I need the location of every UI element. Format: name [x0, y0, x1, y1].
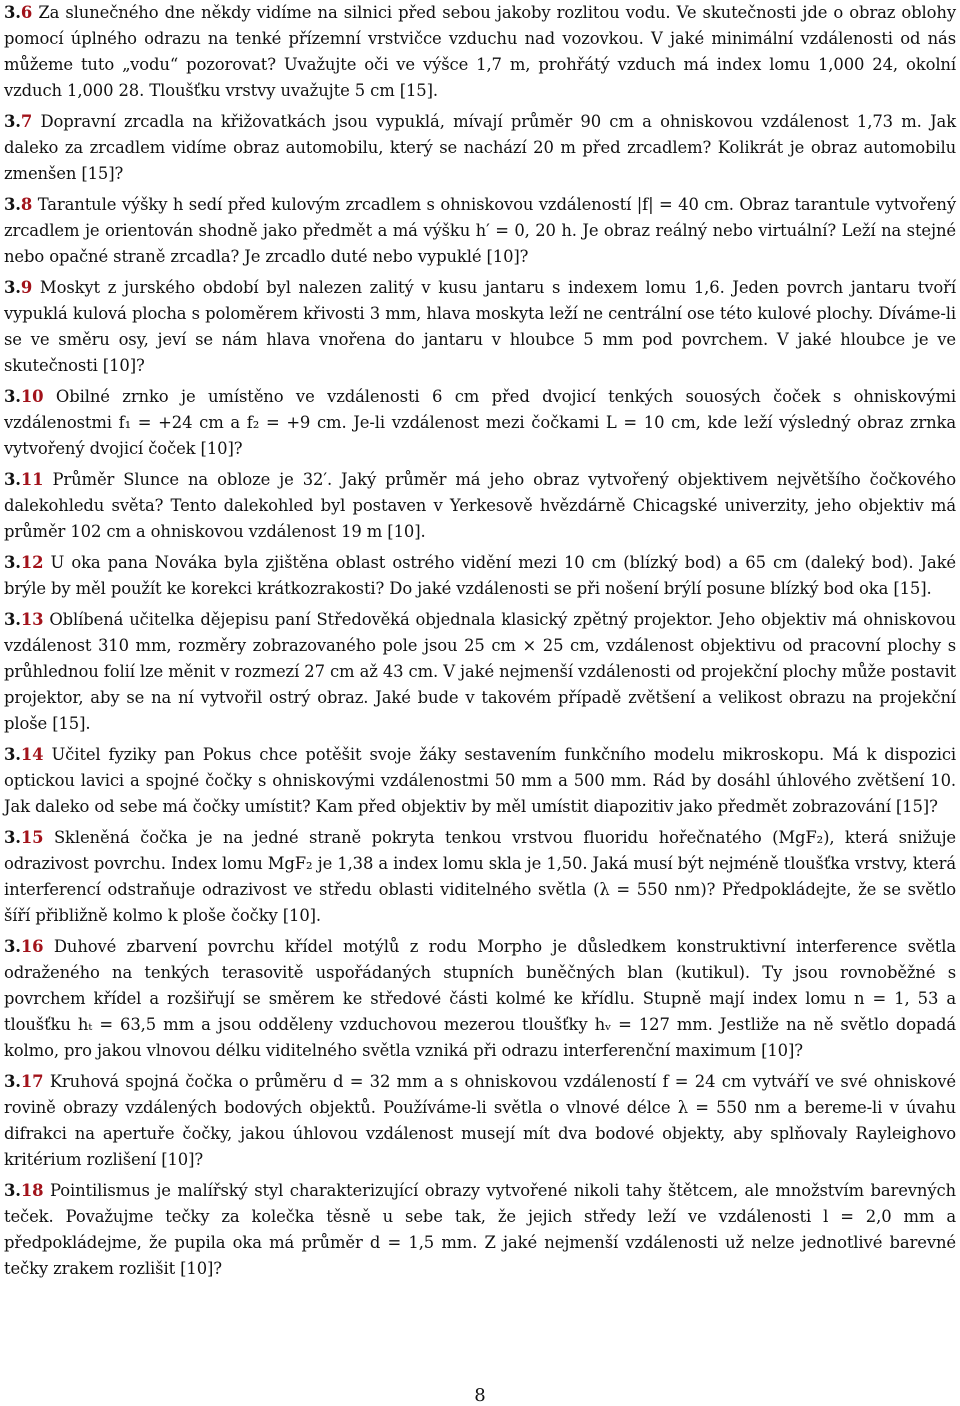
problem-number — [4, 1072, 43, 1091]
problem-number — [4, 610, 43, 629]
problem-chapter: 3. — [4, 387, 21, 406]
problem-chapter: 3. — [4, 1072, 21, 1091]
problem-paragraph — [4, 0, 956, 104]
problem-chapter: 3. — [4, 1181, 21, 1200]
problem-number — [4, 470, 43, 489]
problem-chapter: 3. — [4, 745, 21, 764]
problem-number — [4, 112, 32, 131]
problem-number — [4, 828, 43, 847]
problem-paragraph — [4, 742, 956, 820]
problem-text: Průměr Slunce na obloze je 32′. Jaký průměr má jeho obraz vytvořený objektivem největšího čočkového dalekohledu světa? Tento dalekohled byl postaven v Yerkesově hvězdárně Chicagské univerzity, jeho objektiv má průměr 102 cm a ohniskovou vzdálenost 19 m [10]. — [4, 470, 956, 541]
problem-index: 7 — [20, 112, 33, 131]
problem-index: 13 — [20, 610, 44, 629]
problem-index: 15 — [20, 828, 44, 847]
problem-chapter: 3. — [4, 828, 21, 847]
problem-index: 12 — [20, 553, 44, 572]
problem-index: 9 — [20, 278, 33, 297]
problem-chapter: 3. — [4, 610, 21, 629]
problem-paragraph — [4, 934, 956, 1064]
problem-text: Moskyt z jurského období byl nalezen zalitý v kusu jantaru s indexem lomu 1,6. Jeden povrch jantaru tvoří vypuklá kulová plocha s poloměrem křivosti 3 mm, hlava moskyta leží ne centrální ose této kulové plochy. Díváme-li se ve směru osy, jeví se nám hlava vnořena do jantaru v hloubce 5 mm pod povrchem. V jaké hloubce je ve skutečnosti [10]? — [4, 278, 956, 375]
problem-text: Kruhová spojná čočka o průměru d = 32 mm a s ohniskovou vzdáleností f = 24 cm vytváří ve své ohniskové rovině obrazy vzdálených bodových objektů. Používáme-li světla o vlnové délce λ = 550 nm a bereme-li v úvahu difrakci na apertuře čočky, jakou úhlovou vzdálenost musejí mít dva bodové objekty, aby splňovaly Rayleighovo kritérium rozlišení [10]? — [4, 1072, 957, 1169]
problem-paragraph — [4, 384, 956, 462]
document-page — [4, 0, 956, 1282]
problem-text: Oblíbená učitelka dějepisu paní Středověká objednala klasický zpětný projektor. Jeho objektiv má ohniskovou vzdálenost 310 mm, rozměry zobrazovaného pole jsou 25 cm × 25 cm, vzdálenost objektivu od pracovní plochy s průhlednou folií lze měnit v rozmezí 27 cm až 43 cm. V jaké nejmenší vzdálenosti od projekční plochy může postavit projektor, aby se na ní vytvořil ostrý obraz. Jaké bude v takovém případě zvětšení a velikost obrazu na projekční ploše [15]. — [4, 610, 956, 733]
problem-number — [4, 387, 43, 406]
problem-number — [4, 745, 43, 764]
problem-text: Pointilismus je malířský styl charakterizující obrazy vytvořené nikoli tahy štětcem, ale množstvím barevných teček. Považujme tečky za kolečka těsně u sebe tak, že jejich středy leží ve vzdálenosti l = 2,0 mm a předpokládejme, že pupila oka má průměr d = 1,5 mm. Z jaké nejmenší vzdálenosti už nelze jednotlivé barevné tečky zrakem rozlišit [10]? — [4, 1181, 956, 1278]
problem-number — [4, 3, 32, 22]
problem-chapter: 3. — [4, 470, 21, 489]
problem-index: 10 — [20, 387, 44, 406]
problem-number — [4, 195, 32, 214]
problem-paragraph — [4, 607, 956, 737]
problem-text: Obilné zrnko je umístěno ve vzdálenosti 6 cm před dvojicí tenkých souosých čoček s ohniskovými vzdálenostmi f₁ = +24 cm a f₂ = +9 cm. Je-li vzdálenost mezi čočkami L = 10 cm, kde leží výsledný obraz zrnka vytvořený dvojicí čoček [10]? — [4, 387, 956, 458]
problem-text: Duhové zbarvení povrchu křídel motýlů z rodu Morpho je důsledkem konstruktivní interference světla odraženého na tenkých terasovitě uspořádaných stupních buněčných blan (kutikul). Ty jsou rovnoběžné s povrchem křídel a rozšiřují se směrem ke středové části kolmé ke křídlu. Stupně mají index lomu n = 1, 53 a tloušťku hₜ = 63,5 mm a jsou odděleny vzduchovou mezerou tloušťky hᵥ = 127 mm. Jestliže na ně světlo dopadá kolmo, pro jakou vlnovou délku viditelného světla vzniká při odrazu interferenční maximum [10]? — [4, 937, 956, 1060]
problem-chapter: 3. — [4, 278, 21, 297]
problem-paragraph — [4, 1178, 956, 1282]
problem-index: 14 — [20, 745, 44, 764]
problem-paragraph — [4, 825, 956, 929]
problem-chapter: 3. — [4, 195, 21, 214]
problem-number — [4, 937, 43, 956]
problem-index: 16 — [20, 937, 44, 956]
problem-paragraph — [4, 192, 956, 270]
problem-chapter: 3. — [4, 3, 21, 22]
problem-chapter: 3. — [4, 553, 21, 572]
problem-index: 17 — [20, 1072, 44, 1091]
problem-paragraph — [4, 109, 956, 187]
problem-paragraph — [4, 467, 956, 545]
problem-index: 6 — [20, 3, 33, 22]
problem-number — [4, 1181, 43, 1200]
problem-index: 11 — [20, 470, 44, 489]
problem-number — [4, 553, 43, 572]
problem-paragraph — [4, 275, 956, 379]
problem-text: Učitel fyziky pan Pokus chce potěšit svoje žáky sestavením funkčního modelu mikroskopu. Má k dispozici optickou lavici a spojné čočky s ohniskovými vzdálenostmi 50 mm a 500 mm. Rád by dosáhl úhlového zvětšení 10. Jak daleko od sebe má čočky umístit? Kam před objektiv by měl umístit diapozitiv jako předmět zobrazování [15]? — [4, 745, 957, 816]
problem-paragraph — [4, 1069, 956, 1173]
problem-text: Za slunečného dne někdy vidíme na silnici před sebou jakoby rozlitou vodu. Ve skutečnosti jde o obraz oblohy pomocí úplného odrazu na tenké přízemní vrstvičce vzduchu nad vozovkou. V jaké minimální vzdálenosti od nás můžeme tuto „vodu“ pozorovat? Uvažujte oči ve výšce 1,7 m, prohřátý vzduch má index lomu 1,000 24, okolní vzduch 1,000 28. Tloušťku vrstvy uvažujte 5 cm [15]. — [4, 3, 956, 100]
page-number: 8 — [474, 1385, 486, 1406]
problem-chapter: 3. — [4, 937, 21, 956]
problem-number — [4, 278, 32, 297]
problem-index: 8 — [20, 195, 33, 214]
problem-chapter: 3. — [4, 112, 21, 131]
problem-paragraph — [4, 550, 956, 602]
problem-index: 18 — [20, 1181, 44, 1200]
problem-text: Skleněná čočka je na jedné straně pokryta tenkou vrstvou fluoridu hořečnatého (MgF₂), která snižuje odrazivost povrchu. Index lomu MgF₂ je 1,38 a index lomu skla je 1,50. Jaká musí být nejméně tloušťka vrstvy, která interferencí odstraňuje odrazivost ve středu oblasti viditelného světla (λ = 550 nm)? Předpokládejte, že se světlo šíří přibližně kolmo k ploše čočky [10]. — [4, 828, 956, 925]
problem-text: U oka pana Nováka byla zjištěna oblast ostrého vidění mezi 10 cm (blízký bod) a 65 cm (daleký bod). Jaké brýle by měl použít ke korekci krátkozrakosti? Do jaké vzdálenosti se při nošení brýlí posune blízký bod oka [15]. — [4, 553, 956, 598]
problem-text: Dopravní zrcadla na křižovatkách jsou vypuklá, mívají průměr 90 cm a ohniskovou vzdálenost 1,73 m. Jak daleko za zrcadlem vidíme obraz automobilu, který se nachází 20 m před zrcadlem? Kolikrát je obraz automobilu zmenšen [15]? — [4, 112, 957, 183]
problem-text: Tarantule výšky h sedí před kulovým zrcadlem s ohniskovou vzdáleností |f| = 40 cm. Obraz tarantule vytvořený zrcadlem je orientován shodně jako předmět a má výšku h′ = 0, 20 h. Je obraz reálný nebo virtuální? Leží na stejné nebo opačné straně zrcadla? Je zrcadlo duté nebo vypuklé [10]? — [4, 195, 957, 266]
problem-list — [4, 0, 956, 1282]
